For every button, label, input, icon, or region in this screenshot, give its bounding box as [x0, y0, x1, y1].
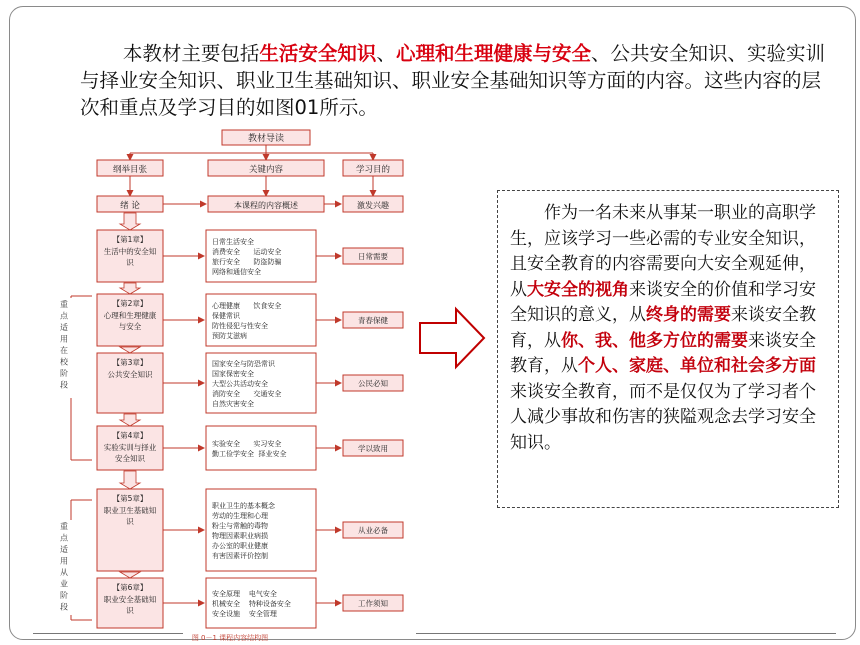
callout-text-2: 来谈安全的价值和学习安全知识的意义，从	[510, 279, 816, 325]
content-item: 保健常识	[212, 312, 240, 320]
side-label-work: 重点适用从业阶段	[60, 522, 68, 612]
goal-label: 日常需要	[358, 252, 388, 261]
intro-row-right: 激发兴趣	[357, 201, 389, 210]
content-item: 大型公共活动安全	[212, 380, 268, 388]
content-item: 粉尘与常触的毒物	[212, 522, 268, 530]
bottom-divider-left	[33, 633, 183, 634]
chapter-number: 【第3章】	[112, 358, 148, 367]
chapter-title: 识	[126, 258, 134, 267]
intro-highlight-health: 心理和生理健康与安全	[395, 42, 591, 65]
goal-label: 青春保健	[358, 316, 388, 325]
side-label-school: 重点适用在校阶段	[60, 300, 68, 390]
callout-text-4: 来谈安全教育，从	[510, 330, 816, 376]
chapter-title: 识	[126, 517, 134, 526]
chapter-row	[97, 471, 403, 571]
down-arrow-icon	[120, 572, 140, 578]
callout-highlight-big-safety: 大安全的视角	[527, 279, 629, 300]
chapter-row	[97, 213, 403, 282]
chapter-title: 职业安全基础知	[103, 595, 157, 604]
figure-title: 教材导读	[247, 134, 285, 144]
down-arrow-icon	[120, 213, 140, 230]
chapter-row	[97, 347, 403, 413]
down-arrow-icon	[120, 347, 140, 353]
content-item: 物理因素职业病损	[212, 532, 268, 540]
col-header-outline: 纲举目张	[112, 165, 148, 175]
chapter-title: 心理和生理健康	[103, 311, 157, 320]
callout-text-5: 来谈安全教育，而不是仅仅为了学习者个人减少事故和伤害的狭隘观念去学习安全知识。	[510, 381, 816, 453]
intro-row-left: 绪 论	[120, 201, 140, 211]
chapter-title: 与安全	[118, 322, 142, 331]
intro-row-mid: 本课程的内容概述	[234, 201, 298, 210]
chapter-title: 安全知识	[115, 454, 145, 463]
chapter-row	[97, 414, 403, 470]
intro-text-2: 、	[376, 42, 396, 65]
content-item: 心理健康 饮食安全	[212, 302, 282, 310]
content-item: 国家保密安全	[212, 370, 254, 378]
callout-highlight-society: 个人、家庭、单位和社会多方面	[578, 356, 816, 376]
content-item: 安全原理 电气安全	[212, 590, 277, 598]
figure-caption: 图 0－1 课程内容结构图	[191, 634, 269, 642]
chapter-number: 【第2章】	[112, 299, 148, 308]
content-item: 勤工俭学安全 择业安全	[212, 450, 287, 458]
callout-paragraph	[510, 201, 832, 456]
content-item: 办公室的职业健康	[212, 542, 268, 550]
chapter-number: 【第1章】	[112, 235, 148, 244]
content-item: 劳动的生理和心理	[212, 512, 268, 520]
content-item: 预防艾滋病	[212, 332, 247, 340]
down-arrow-icon	[120, 414, 140, 426]
callout-text-1: 作为一名未来从事某一职业的高职学生，应该学习一些必需的专业安全知识，且安全教育的内容需要向大安全观延伸，从	[510, 203, 816, 300]
callout-highlight-all-sides: 你、我、他多方位的需要	[561, 330, 748, 351]
content-item: 国家安全与防恐常识	[212, 360, 275, 368]
content-item: 职业卫生的基本概念	[212, 502, 275, 510]
chapter-number: 【第5章】	[112, 494, 148, 503]
col-header-goal: 学习目的	[355, 165, 391, 175]
intro-text-1: 本教材主要包括	[122, 42, 260, 65]
content-item: 安全设施 安全管理	[212, 610, 277, 618]
chapter-title: 实验实训与择业	[103, 443, 157, 452]
down-arrow-icon	[120, 471, 140, 489]
content-item: 有害因素评价控制	[212, 552, 268, 560]
chapter-title: 生活中的安全知	[103, 247, 157, 256]
goal-label: 学以致用	[358, 444, 388, 453]
goal-label: 从业必备	[358, 526, 388, 535]
right-arrow-icon	[420, 309, 484, 367]
content-item: 消防安全 交通安全	[212, 390, 282, 398]
chapter-row	[97, 572, 403, 628]
goal-label: 公民必知	[358, 379, 388, 388]
content-item: 网络和通信安全	[212, 268, 261, 276]
content-item: 机械安全 特种设备安全	[212, 600, 291, 608]
content-item: 自然灾害安全	[212, 400, 254, 408]
content-item: 日常生活安全	[212, 238, 254, 246]
goal-label: 工作须知	[358, 599, 388, 608]
intro-text-3: 、公共安全知识、实验实训与择业安全知识、职业卫生基础知识、职业安全基础知识等方面的内容。这些内容的层次和重点及学习目的如图01所示。	[80, 42, 825, 119]
callout-box	[497, 190, 839, 508]
chapter-row	[97, 283, 403, 346]
callout-text-3: 来谈安全教育，从	[510, 305, 816, 351]
chapter-number: 【第6章】	[112, 583, 148, 592]
chapter-number: 【第4章】	[112, 431, 148, 440]
chapter-title: 职业卫生基础知	[103, 506, 157, 515]
content-item: 消费安全 运动安全	[212, 248, 282, 256]
col-header-key-content: 关键内容	[248, 165, 284, 175]
content-item: 旅行安全 防盗防骗	[212, 258, 282, 266]
chapter-title: 识	[126, 606, 134, 615]
intro-highlight-life-safety: 生活安全知识	[259, 42, 377, 65]
content-item: 实验安全 实习安全	[212, 440, 282, 448]
down-arrow-icon	[120, 283, 140, 294]
bottom-divider-right	[416, 633, 836, 634]
content-box	[206, 426, 316, 470]
callout-highlight-lifelong: 终身的需要	[646, 305, 731, 325]
chapter-title: 公共安全知识	[107, 370, 153, 379]
content-item: 防性侵犯与性安全	[212, 322, 268, 330]
